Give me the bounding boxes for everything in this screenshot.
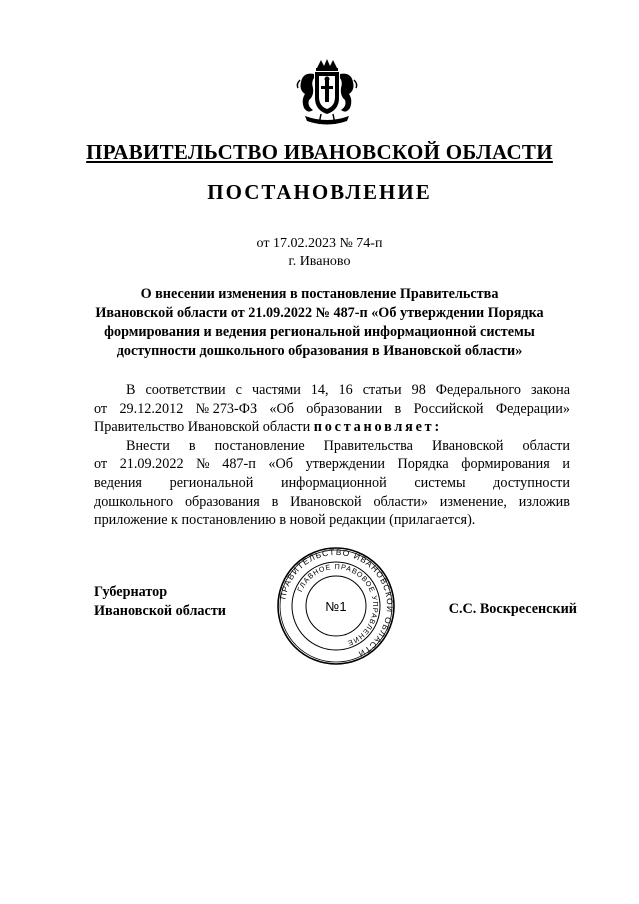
body-word: В bbox=[126, 382, 136, 398]
body-word: образования bbox=[184, 493, 260, 510]
body-word: 29.12.2012 bbox=[119, 400, 184, 417]
body-word: «Об bbox=[268, 456, 293, 473]
stamp-outer-text: ПРАВИТЕЛЬСТВО ИВАНОВСКОЙ ОБЛАСТИ bbox=[277, 546, 396, 660]
body-line bbox=[94, 400, 570, 419]
body-line bbox=[94, 381, 570, 400]
city: г. Иваново bbox=[288, 254, 351, 269]
body-word: Ивановской bbox=[290, 493, 362, 510]
document-body bbox=[94, 381, 570, 530]
subject-line: формирования и ведения региональной информационной системы bbox=[104, 324, 535, 340]
body-word: № bbox=[196, 456, 210, 473]
body-word: в bbox=[188, 437, 196, 454]
body-word: в bbox=[394, 400, 402, 417]
date-number: от 17.02.2023 № 74-п bbox=[256, 236, 383, 251]
body-word: доступности bbox=[493, 474, 570, 491]
document-type: ПОСТАНОВЛЕНИЕ bbox=[207, 180, 432, 204]
body-word: региональной bbox=[169, 474, 254, 491]
body-word: Федерации» bbox=[495, 400, 570, 417]
body-word: формирования bbox=[461, 456, 550, 473]
body-word: изменение, bbox=[439, 493, 507, 510]
stamp-number: №1 bbox=[325, 599, 347, 614]
body-line bbox=[94, 474, 570, 493]
subject-line: доступности дошкольного образования в Ивановской области» bbox=[116, 343, 523, 359]
body-line bbox=[94, 437, 570, 456]
body-line: приложение к постановлению в новой редакции (прилагается). bbox=[94, 512, 476, 529]
body-word: от bbox=[94, 456, 108, 473]
body-word: Внести bbox=[126, 437, 170, 454]
document-subject bbox=[80, 285, 559, 361]
stamp-inner-text: ГЛАВНОЕ ПРАВОВОЕ УПРАВЛЕНИЕ bbox=[295, 561, 381, 649]
body-word: системы bbox=[414, 474, 466, 491]
body-word: Ивановской bbox=[432, 437, 504, 454]
body-text: Правительство Ивановской области bbox=[94, 419, 311, 436]
body-word: от bbox=[94, 400, 108, 417]
signatory-position-line: Ивановской области bbox=[94, 602, 226, 619]
body-word: 487-п bbox=[222, 456, 256, 473]
operative-keyword: постановляет: bbox=[313, 419, 442, 436]
subject-line: О внесении изменения в постановление Правительства bbox=[140, 286, 499, 302]
body-word: 21.09.2022 bbox=[119, 456, 184, 473]
body-word: 14, bbox=[310, 382, 329, 398]
body-word: частями bbox=[251, 382, 301, 398]
body-word: образовании bbox=[306, 400, 383, 417]
body-word: ведения bbox=[94, 474, 142, 491]
body-word: Правительства bbox=[323, 437, 413, 454]
body-line bbox=[94, 455, 570, 474]
signatory-position bbox=[94, 583, 226, 620]
signatory-name: С.С. Воскресенский bbox=[448, 601, 577, 617]
body-word: дошкольного bbox=[94, 493, 174, 510]
body-word: изложив bbox=[518, 493, 570, 510]
body-line bbox=[94, 493, 570, 512]
body-word: области bbox=[522, 437, 570, 454]
body-word: в bbox=[271, 493, 279, 510]
body-word: утверждении bbox=[305, 456, 385, 473]
subject-line: Ивановской области от 21.09.2022 № 487-п «Об утверждении Порядка bbox=[95, 305, 544, 321]
body-word: соответствии bbox=[145, 382, 226, 398]
body-word: с bbox=[235, 382, 242, 398]
body-word: информационной bbox=[280, 474, 387, 491]
signatory-position-line: Губернатор bbox=[94, 584, 168, 600]
body-word: закона bbox=[530, 382, 570, 398]
body-word: Порядка bbox=[397, 456, 449, 473]
body-word: «Об bbox=[269, 400, 294, 417]
body-word: 98 bbox=[411, 382, 426, 398]
body-word: № 273-ФЗ bbox=[195, 400, 258, 417]
official-stamp bbox=[276, 546, 396, 666]
body-line bbox=[94, 418, 570, 437]
body-word: и bbox=[562, 456, 570, 473]
body-word: Российской bbox=[413, 400, 484, 417]
body-word: Федерального bbox=[435, 382, 521, 398]
organization-title: ПРАВИТЕЛЬСТВО ИВАНОВСКОЙ ОБЛАСТИ bbox=[86, 140, 553, 164]
body-word: области» bbox=[373, 493, 428, 510]
body-word: постановление bbox=[214, 437, 305, 454]
body-word: 16 bbox=[338, 382, 353, 398]
coat-of-arms-icon bbox=[295, 58, 359, 128]
body-word: статьи bbox=[362, 382, 402, 398]
